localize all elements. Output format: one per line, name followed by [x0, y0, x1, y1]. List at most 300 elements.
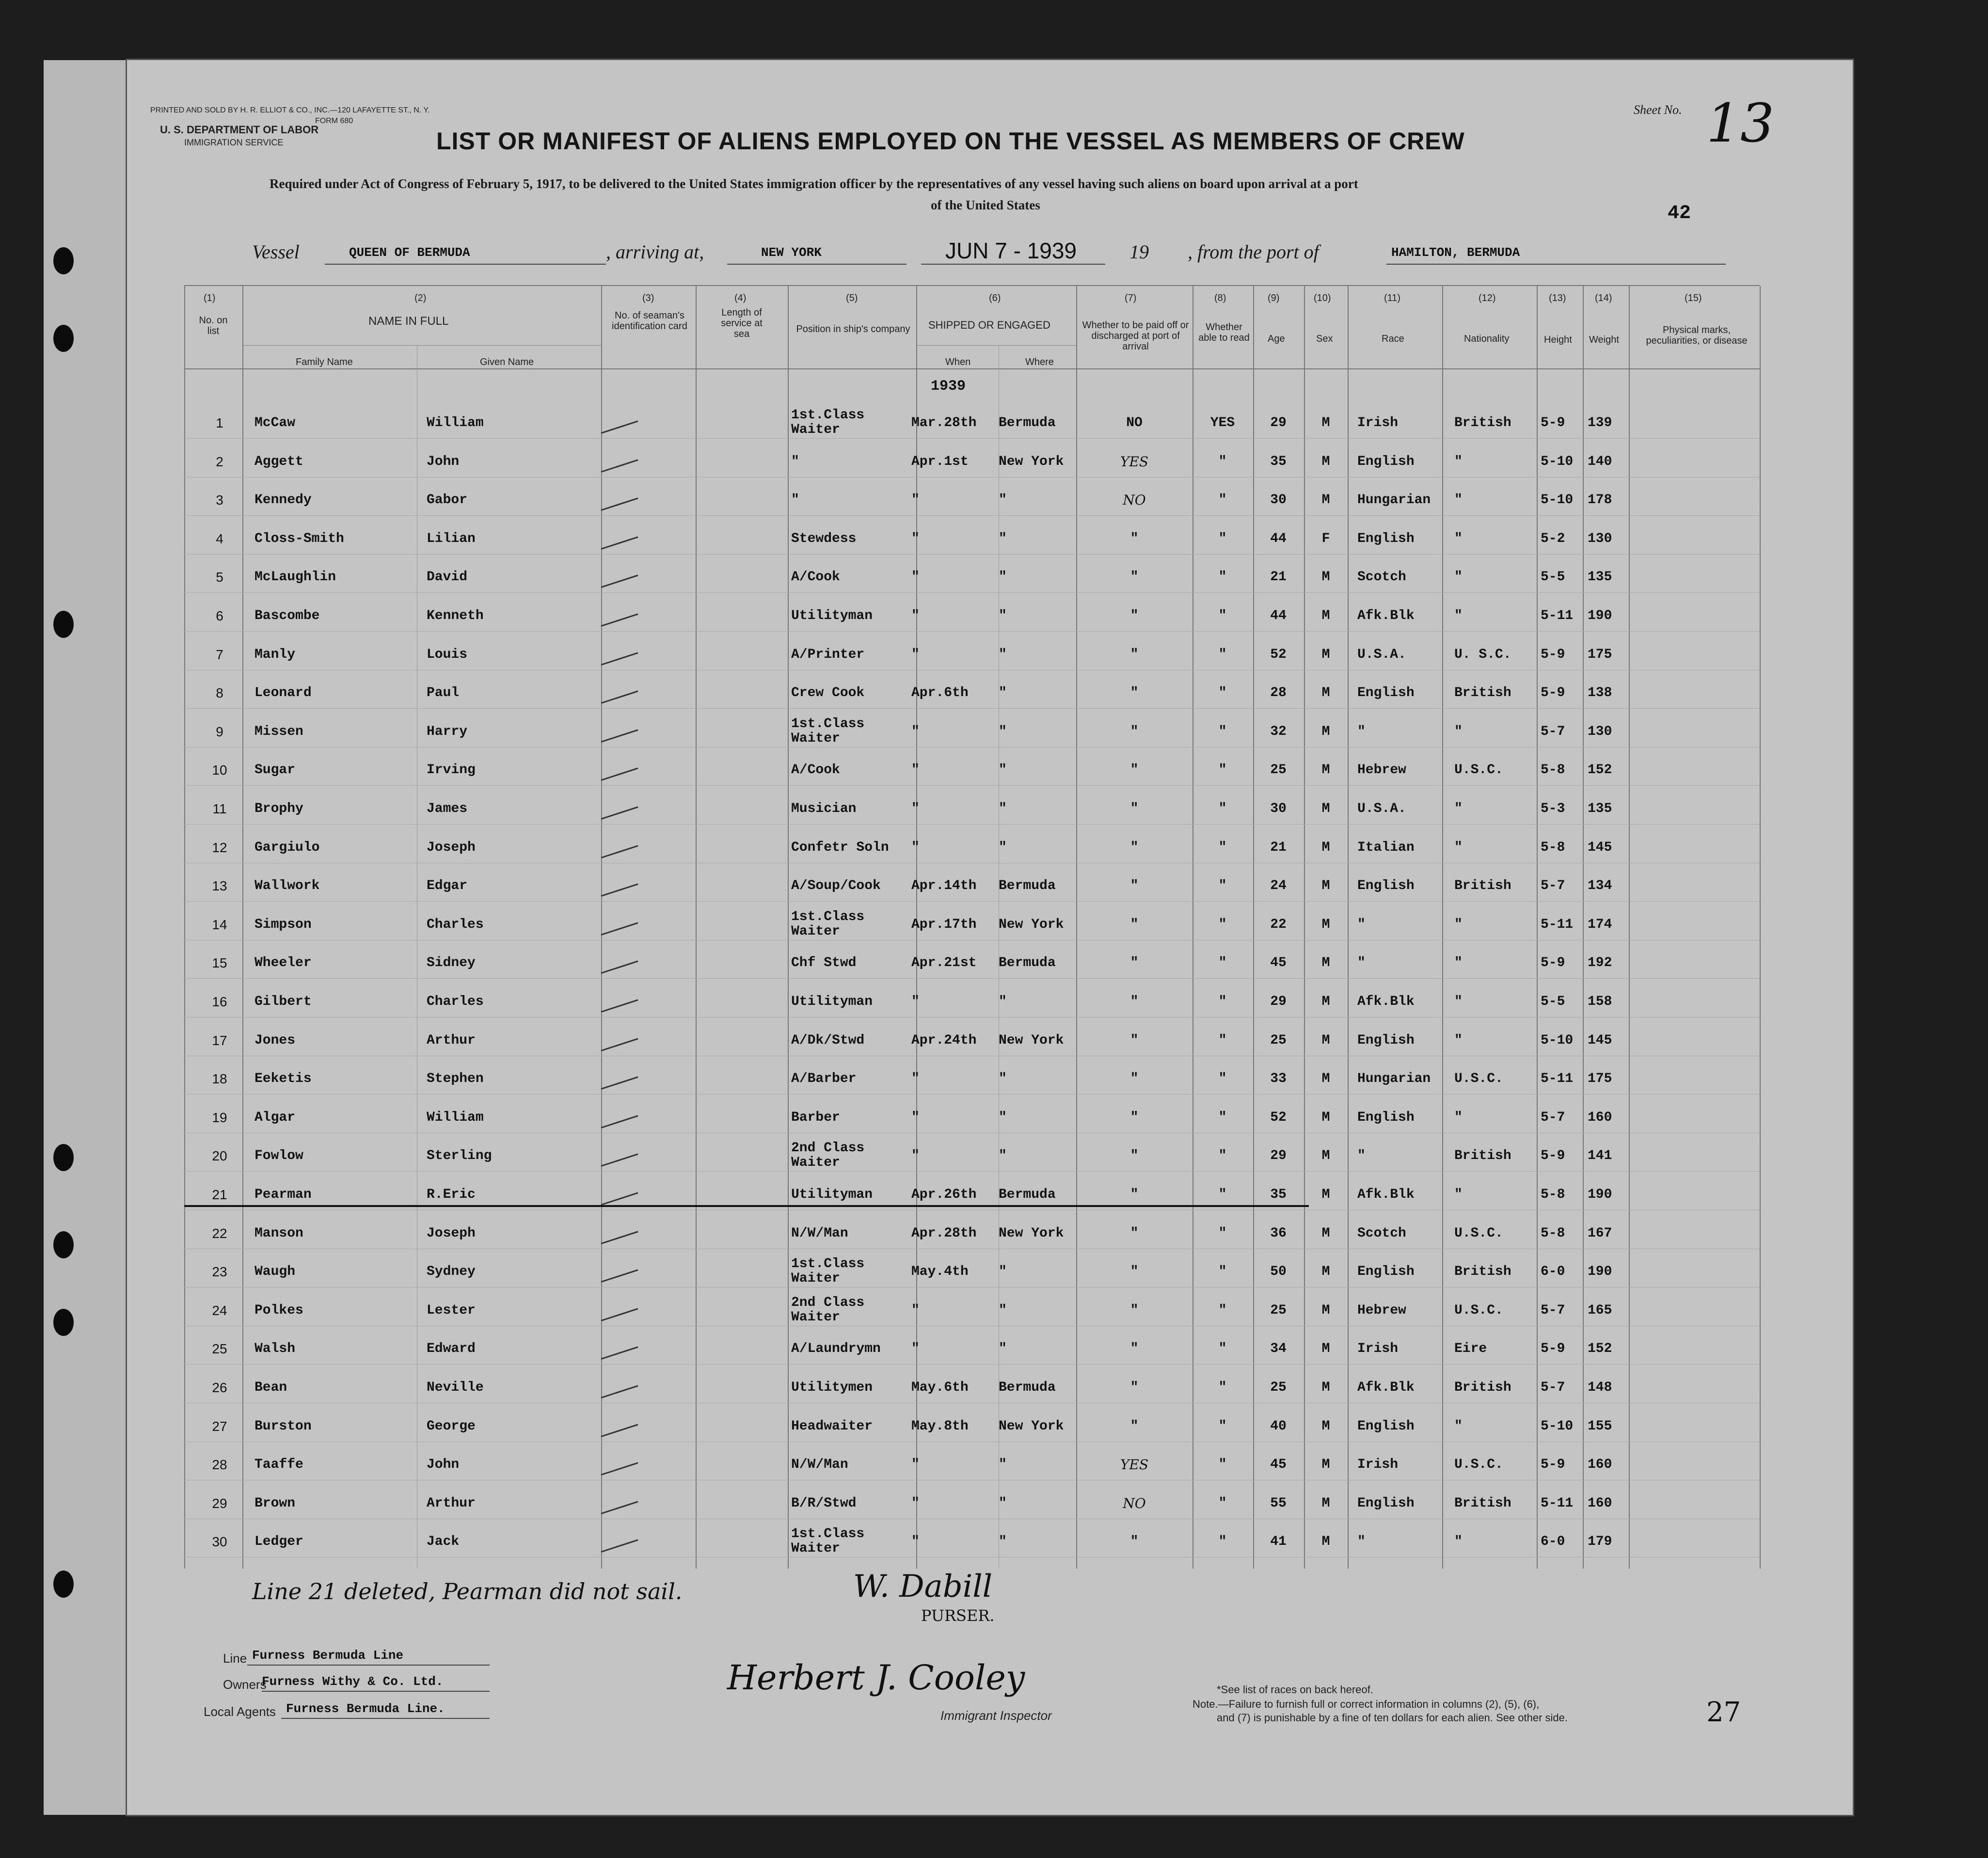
position-line-2: Waiter — [791, 730, 840, 746]
sex: M — [1321, 878, 1330, 894]
paid-off: " — [1130, 840, 1139, 855]
age: 25 — [1270, 762, 1287, 778]
height: 5-8 — [1541, 1225, 1565, 1241]
able-to-read: " — [1218, 608, 1227, 623]
given-name: William — [427, 415, 484, 430]
age: 24 — [1270, 878, 1287, 894]
shipped-when: Apr.28th — [911, 1225, 977, 1241]
purser-title: PURSER. — [921, 1606, 995, 1625]
paid-off: " — [1130, 955, 1139, 971]
shipped-when: " — [911, 994, 920, 1009]
family-name: Kennedy — [254, 492, 312, 508]
position: " — [791, 492, 799, 508]
shipped-where: " — [999, 724, 1007, 739]
row-divider — [184, 554, 1760, 555]
corner-number: 27 — [1706, 1697, 1741, 1728]
paid-off: " — [1130, 608, 1139, 623]
race: Hungarian — [1357, 1071, 1431, 1087]
family-name: Bascombe — [254, 608, 320, 623]
race: Irish — [1357, 415, 1399, 430]
position: 1st.Class — [791, 1256, 865, 1272]
height: 5-11 — [1541, 608, 1574, 623]
position: Utilityman — [791, 1187, 873, 1202]
race: Afk.Blk — [1357, 994, 1415, 1009]
form-number: FORM 680 — [315, 117, 353, 125]
nationality: British — [1454, 878, 1511, 894]
weight: 190 — [1588, 1264, 1612, 1280]
shipped-where: " — [999, 1148, 1007, 1164]
shipped-where: " — [999, 762, 1007, 778]
sex: M — [1321, 1380, 1330, 1395]
weight: 135 — [1588, 801, 1612, 816]
height: 5-11 — [1541, 917, 1574, 932]
race: " — [1357, 917, 1366, 932]
row-number: 3 — [216, 492, 223, 508]
age: 25 — [1270, 1032, 1287, 1048]
row-divider — [184, 1094, 1760, 1095]
nationality: " — [1454, 840, 1463, 855]
nationality: " — [1454, 994, 1463, 1009]
nationality: " — [1454, 955, 1463, 971]
family-name: Pearman — [254, 1187, 312, 1202]
row-divider — [184, 1171, 1760, 1172]
shipped-when: " — [911, 570, 920, 585]
shipped-where: " — [999, 608, 1007, 623]
col13-header: Height — [1544, 334, 1572, 345]
nationality: " — [1454, 724, 1463, 739]
able-to-read: " — [1218, 1225, 1227, 1241]
able-to-read: " — [1218, 570, 1227, 585]
age: 50 — [1270, 1264, 1287, 1280]
family-name: Simpson — [254, 917, 312, 932]
paid-off: " — [1130, 917, 1139, 932]
col11-number: (11) — [1384, 293, 1401, 303]
weight: 175 — [1588, 647, 1612, 662]
position-line-2: Waiter — [791, 1541, 840, 1556]
height: 5-7 — [1541, 878, 1565, 894]
row-divider — [184, 824, 1760, 825]
sex: M — [1321, 1110, 1330, 1125]
col2-given-header: Given Name — [480, 357, 534, 367]
shipped-when: Apr.1st — [911, 454, 969, 469]
age: 28 — [1270, 685, 1287, 701]
shipped-when: " — [911, 762, 920, 778]
able-to-read: " — [1218, 1032, 1227, 1048]
able-to-read: " — [1218, 1341, 1227, 1357]
shipped-when: Apr.6th — [911, 685, 969, 701]
row-number: 7 — [216, 647, 223, 662]
able-to-read: " — [1218, 840, 1227, 855]
weight: 167 — [1588, 1225, 1612, 1241]
year-1939: 1939 — [931, 378, 966, 395]
height: 5-7 — [1541, 724, 1565, 739]
nationality: " — [1454, 1032, 1463, 1048]
nationality: " — [1454, 570, 1463, 585]
shipped-where: New York — [999, 1418, 1064, 1434]
able-to-read: YES — [1210, 415, 1235, 430]
given-name: Arthur — [427, 1032, 476, 1048]
sex: M — [1321, 1418, 1330, 1434]
binder-hole — [53, 247, 74, 274]
position-line-2: Waiter — [791, 923, 840, 939]
nationality: British — [1454, 685, 1511, 701]
given-name: Paul — [427, 685, 460, 701]
family-name: Eeketis — [254, 1071, 312, 1087]
shipped-where: Bermuda — [999, 1380, 1056, 1395]
shipped-when: " — [911, 1534, 920, 1550]
col8-header: Whether able to read — [1198, 322, 1250, 343]
race: U.S.A. — [1357, 801, 1406, 816]
shipped-when: " — [911, 1457, 920, 1473]
paid-off: NO — [1123, 492, 1146, 508]
position: 2nd Class — [791, 1295, 865, 1310]
given-name: George — [427, 1418, 476, 1434]
given-name: Edward — [427, 1341, 476, 1357]
shipped-when: May.6th — [911, 1380, 969, 1395]
row-number: 13 — [212, 878, 227, 894]
shipped-where: Bermuda — [999, 878, 1056, 894]
age: 25 — [1270, 1380, 1287, 1395]
shipped-where: " — [999, 801, 1007, 816]
shipped-where: " — [999, 840, 1007, 855]
shipped-when: " — [911, 1302, 920, 1318]
row-divider — [184, 978, 1760, 979]
shipped-when: Apr.14th — [911, 878, 977, 894]
weight: 158 — [1588, 994, 1612, 1009]
shipped-where: New York — [999, 917, 1064, 932]
able-to-read: " — [1218, 454, 1227, 469]
col6-header: SHIPPED OR ENGAGED — [928, 319, 1050, 331]
family-name: Gargiulo — [254, 840, 320, 855]
race: " — [1357, 1534, 1366, 1550]
row-number: 2 — [216, 454, 223, 469]
height: 5-9 — [1541, 1457, 1565, 1473]
family-name: Closs-Smith — [254, 531, 344, 546]
col6-number: (6) — [989, 293, 1001, 303]
shipped-where: " — [999, 1341, 1007, 1357]
shipped-where: " — [999, 1534, 1007, 1550]
row-number: 30 — [212, 1534, 227, 1550]
paid-off: " — [1130, 1534, 1139, 1550]
paid-off: " — [1130, 1225, 1139, 1241]
race: " — [1357, 724, 1366, 739]
race: " — [1357, 955, 1366, 971]
shipped-where: " — [999, 492, 1007, 508]
shipped-when: " — [911, 801, 920, 816]
given-name: John — [427, 1457, 460, 1473]
position: 1st.Class — [791, 408, 865, 423]
position: Confetr Soln — [791, 840, 889, 855]
paid-off: YES — [1120, 1457, 1149, 1473]
paid-off: " — [1130, 647, 1139, 662]
race: English — [1357, 1110, 1415, 1125]
weight: 190 — [1588, 608, 1612, 623]
position: N/W/Man — [791, 1457, 848, 1473]
given-name: R.Eric — [427, 1187, 476, 1202]
department-label: U. S. DEPARTMENT OF LABOR — [160, 124, 319, 136]
able-to-read: " — [1218, 1380, 1227, 1395]
age: 21 — [1270, 840, 1287, 855]
col1-header: No. on list — [199, 315, 228, 336]
age: 32 — [1270, 724, 1287, 739]
shipped-where: Bermuda — [999, 415, 1056, 430]
weight: 160 — [1588, 1110, 1612, 1125]
race: English — [1357, 1495, 1415, 1511]
position: Utilityman — [791, 994, 873, 1009]
sex: M — [1321, 1148, 1330, 1164]
row-divider — [184, 592, 1760, 593]
shipped-when: " — [911, 1148, 920, 1164]
purser-signature: W. Dabill — [853, 1569, 993, 1604]
height: 5-8 — [1541, 762, 1565, 778]
able-to-read: " — [1218, 492, 1227, 508]
row-number: 26 — [212, 1380, 227, 1395]
position: Utilitymen — [791, 1380, 873, 1395]
departure-port: HAMILTON, BERMUDA — [1391, 245, 1520, 260]
position: 1st.Class — [791, 716, 865, 731]
binder-hole — [53, 611, 74, 638]
shipped-where: " — [999, 1110, 1007, 1125]
nationality: U.S.C. — [1454, 1225, 1503, 1241]
weight: 138 — [1588, 685, 1612, 701]
paid-off: " — [1130, 570, 1139, 585]
paid-off: " — [1130, 1264, 1139, 1280]
paid-off: " — [1130, 762, 1139, 778]
age: 52 — [1270, 647, 1287, 662]
row-divider — [184, 708, 1760, 709]
given-name: Louis — [427, 647, 468, 662]
height: 5-3 — [1541, 801, 1565, 816]
sex: M — [1321, 570, 1330, 585]
height: 5-5 — [1541, 994, 1565, 1009]
position: A/Barber — [791, 1071, 857, 1087]
age: 35 — [1270, 454, 1287, 469]
height: 5-8 — [1541, 1187, 1565, 1202]
row-divider — [184, 901, 1760, 902]
shipped-where: " — [999, 647, 1007, 662]
nationality: " — [1454, 531, 1463, 546]
able-to-read: " — [1218, 994, 1227, 1009]
manifest-title: LIST OR MANIFEST OF ALIENS EMPLOYED ON THE VESSEL AS MEMBERS OF CREW — [436, 127, 1465, 155]
family-name: Taaffe — [254, 1457, 303, 1473]
family-name: Wheeler — [254, 955, 312, 971]
family-name: Burston — [254, 1418, 312, 1434]
paid-off: " — [1130, 1302, 1139, 1318]
nationality: " — [1454, 1187, 1463, 1202]
given-name: Kenneth — [427, 608, 484, 623]
row-number: 10 — [212, 762, 227, 778]
able-to-read: " — [1218, 1071, 1227, 1087]
race: Irish — [1357, 1341, 1399, 1357]
age: 33 — [1270, 1071, 1287, 1087]
sex: M — [1321, 994, 1330, 1009]
binder-hole — [53, 1309, 74, 1336]
owners: Furness Withy & Co. Ltd. — [262, 1674, 444, 1689]
nationality: " — [1454, 917, 1463, 932]
col11-header: Race — [1382, 333, 1404, 344]
shipped-when: " — [911, 608, 920, 623]
weight: 179 — [1588, 1534, 1612, 1550]
shipped-when: " — [911, 1341, 920, 1357]
nationality: British — [1454, 1495, 1511, 1511]
position: Barber — [791, 1110, 840, 1125]
paid-off: YES — [1120, 453, 1149, 470]
col14-number: (14) — [1595, 293, 1612, 303]
position: A/Dk/Stwd — [791, 1032, 865, 1048]
height: 5-9 — [1541, 1341, 1565, 1357]
able-to-read: " — [1218, 724, 1227, 739]
paid-off: " — [1130, 1110, 1139, 1125]
family-name: Leonard — [254, 685, 312, 701]
height: 5-7 — [1541, 1380, 1565, 1395]
weight: 192 — [1588, 955, 1612, 971]
age: 34 — [1270, 1341, 1287, 1357]
paid-off: " — [1130, 1187, 1139, 1202]
year-prefix: 19 — [1129, 241, 1149, 263]
given-name: Neville — [427, 1380, 484, 1395]
given-name: Harry — [427, 724, 468, 739]
sex: M — [1321, 608, 1330, 623]
weight: 145 — [1588, 840, 1612, 855]
row-divider — [184, 785, 1760, 786]
race: English — [1357, 1264, 1415, 1280]
row-number: 18 — [212, 1071, 227, 1087]
able-to-read: " — [1218, 531, 1227, 546]
family-name: Waugh — [254, 1264, 296, 1280]
col8-number: (8) — [1214, 293, 1226, 303]
given-name: Charles — [427, 917, 484, 932]
sex: M — [1321, 454, 1330, 469]
row-number: 1 — [216, 415, 223, 430]
age: 29 — [1270, 1148, 1287, 1164]
race: U.S.A. — [1357, 647, 1406, 662]
able-to-read: " — [1218, 955, 1227, 971]
nationality: " — [1454, 1110, 1463, 1125]
weight: 160 — [1588, 1457, 1612, 1473]
paid-off: " — [1130, 1032, 1139, 1048]
paid-off: " — [1130, 1071, 1139, 1087]
age: 21 — [1270, 570, 1287, 585]
weight: 145 — [1588, 1032, 1612, 1048]
position: " — [791, 454, 799, 469]
position: A/Soup/Cook — [791, 878, 881, 894]
shipped-when: Apr.21st — [911, 955, 977, 971]
weight: 135 — [1588, 570, 1612, 585]
position-line-2: Waiter — [791, 1271, 840, 1286]
given-name: Jack — [427, 1534, 460, 1550]
position: Chf Stwd — [791, 955, 857, 971]
local-agents-label: Local Agents — [204, 1704, 276, 1719]
race: Afk.Blk — [1357, 608, 1415, 623]
sex: M — [1321, 1071, 1330, 1087]
family-name: Polkes — [254, 1302, 303, 1318]
inspector-title: Immigrant Inspector — [940, 1708, 1052, 1723]
given-name: Joseph — [427, 1225, 476, 1241]
weight: 139 — [1588, 415, 1612, 430]
able-to-read: " — [1218, 1187, 1227, 1202]
vessel-label: Vessel — [252, 241, 300, 263]
row-number: 19 — [212, 1110, 227, 1125]
sheet-number: 13 — [1706, 92, 1774, 154]
col6-when-header: When — [945, 357, 971, 367]
age: 55 — [1270, 1495, 1287, 1511]
height: 5-10 — [1541, 1032, 1574, 1048]
family-name: Gilbert — [254, 994, 312, 1009]
col15-header: Physical marks, peculiarities, or disease — [1646, 325, 1748, 346]
family-name: Algar — [254, 1110, 296, 1125]
position: 2nd Class — [791, 1141, 865, 1156]
height: 5-9 — [1541, 955, 1565, 971]
nationality: " — [1454, 1534, 1463, 1550]
shipped-where: " — [999, 685, 1007, 701]
height: 6-0 — [1541, 1534, 1565, 1550]
manifest-subtitle: Required under Act of Congress of February 5, 1917, to be delivered to the United States immigration officer by the representatives of any vessel having such aliens on board upon arrival at a port — [270, 176, 1358, 191]
nationality: " — [1454, 492, 1463, 508]
shipped-when: " — [911, 647, 920, 662]
shipped-when: Apr.17th — [911, 917, 977, 932]
shipped-when: Mar.28th — [911, 415, 977, 430]
nationality: U.S.C. — [1454, 1302, 1503, 1318]
shipped-where: " — [999, 994, 1007, 1009]
row-number: 12 — [212, 840, 227, 855]
col13-number: (13) — [1549, 293, 1566, 303]
given-name: Sydney — [427, 1264, 476, 1280]
row-number: 24 — [212, 1302, 227, 1318]
race: Hungarian — [1357, 492, 1431, 508]
race: English — [1357, 454, 1415, 469]
shipped-when: Apr.24th — [911, 1032, 977, 1048]
weight: 175 — [1588, 1071, 1612, 1087]
race: English — [1357, 531, 1415, 546]
position-line-2: Waiter — [791, 422, 840, 437]
given-name: Gabor — [427, 492, 468, 508]
age: 45 — [1270, 955, 1287, 971]
sex: M — [1321, 1302, 1330, 1318]
col7-header: Whether to be paid off or discharged at port of arrival — [1082, 320, 1189, 352]
sex: M — [1321, 1264, 1330, 1280]
row-number: 15 — [212, 955, 227, 971]
shipped-where: " — [999, 570, 1007, 585]
col9-number: (9) — [1268, 293, 1280, 303]
line-label: Line — [223, 1651, 247, 1666]
height: 5-5 — [1541, 570, 1565, 585]
able-to-read: " — [1218, 685, 1227, 701]
given-name: William — [427, 1110, 484, 1125]
races-note: *See list of races on back hereof. — [1217, 1683, 1373, 1696]
position: B/R/Stwd — [791, 1495, 857, 1511]
race: Irish — [1357, 1457, 1399, 1473]
height: 5-10 — [1541, 454, 1574, 469]
given-name: Lilian — [427, 531, 476, 546]
row-number: 23 — [212, 1264, 227, 1280]
weight: 134 — [1588, 878, 1612, 894]
able-to-read: " — [1218, 1495, 1227, 1511]
weight: 155 — [1588, 1418, 1612, 1434]
manifest-subtitle-2: of the United States — [931, 198, 1040, 212]
sex: M — [1321, 917, 1330, 932]
sex: M — [1321, 415, 1330, 430]
race: English — [1357, 1418, 1415, 1434]
sex: M — [1321, 647, 1330, 662]
shipped-when: " — [911, 840, 920, 855]
height: 5-7 — [1541, 1302, 1565, 1318]
height: 5-11 — [1541, 1495, 1574, 1511]
owners-label: Owners — [223, 1677, 267, 1692]
nationality: British — [1454, 415, 1511, 430]
given-name: Charles — [427, 994, 484, 1009]
row-number: 14 — [212, 917, 227, 932]
race: English — [1357, 685, 1415, 701]
